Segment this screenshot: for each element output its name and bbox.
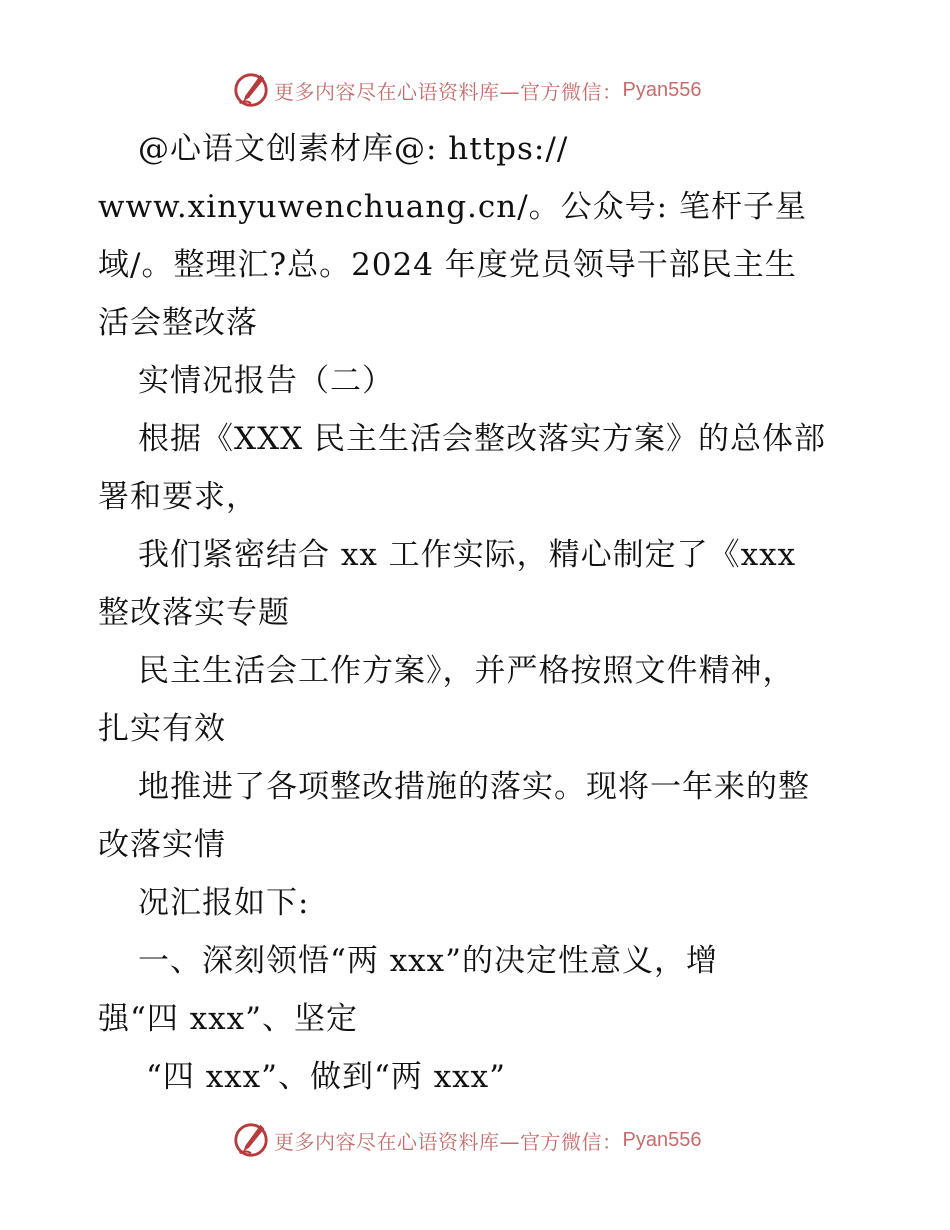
text-line: 根据《XXX 民主生活会整改落实方案》的总体部 — [138, 421, 827, 457]
text-line: 整改落实专题 — [98, 595, 290, 631]
text-line: 地推进了各项整改措施的落实。现将一年来的整 — [138, 769, 810, 805]
text-line: 我们紧密结合 xx 工作实际，精心制定了《xxx — [138, 537, 797, 573]
quill-logo-icon — [232, 71, 270, 109]
text-line: 强“四 xxx”、坚定 — [98, 1001, 358, 1037]
text-line: 一、深刻领悟“两 xxx”的决定性意义，增 — [138, 943, 718, 979]
text-line: 扎实有效 — [98, 711, 226, 747]
text-line: 实情况报告（二） — [138, 363, 394, 399]
text-line: 改落实情 — [98, 827, 226, 863]
banner-wechat-id: Pyan556 — [622, 78, 702, 101]
banner-text: 更多内容尽在心语资料库—官方微信： — [274, 79, 623, 104]
header-watermark-banner — [232, 70, 701, 110]
banner-wechat-id: Pyan556 — [622, 1128, 702, 1151]
document-body — [98, 120, 898, 1106]
text-line: 况汇报如下: — [138, 885, 310, 921]
text-line: @心语文创素材库@: https:// — [138, 131, 569, 167]
text-line: “四 xxx”、做到“两 xxx” — [146, 1059, 506, 1095]
text-line: 署和要求， — [98, 479, 258, 515]
text-line: 活会整改落 — [98, 305, 258, 341]
text-line: www.xinyuwenchuang.cn/。公众号: 笔杆子星 — [98, 189, 807, 225]
text-line: 域/。整理汇?总。2024 年度党员领导干部民主生 — [98, 247, 797, 283]
text-line: 民主生活会工作方案》，并严格按照文件精神， — [138, 653, 795, 689]
quill-logo-icon — [232, 1121, 270, 1159]
footer-watermark-banner — [232, 1120, 701, 1160]
banner-text: 更多内容尽在心语资料库—官方微信： — [274, 1129, 623, 1154]
